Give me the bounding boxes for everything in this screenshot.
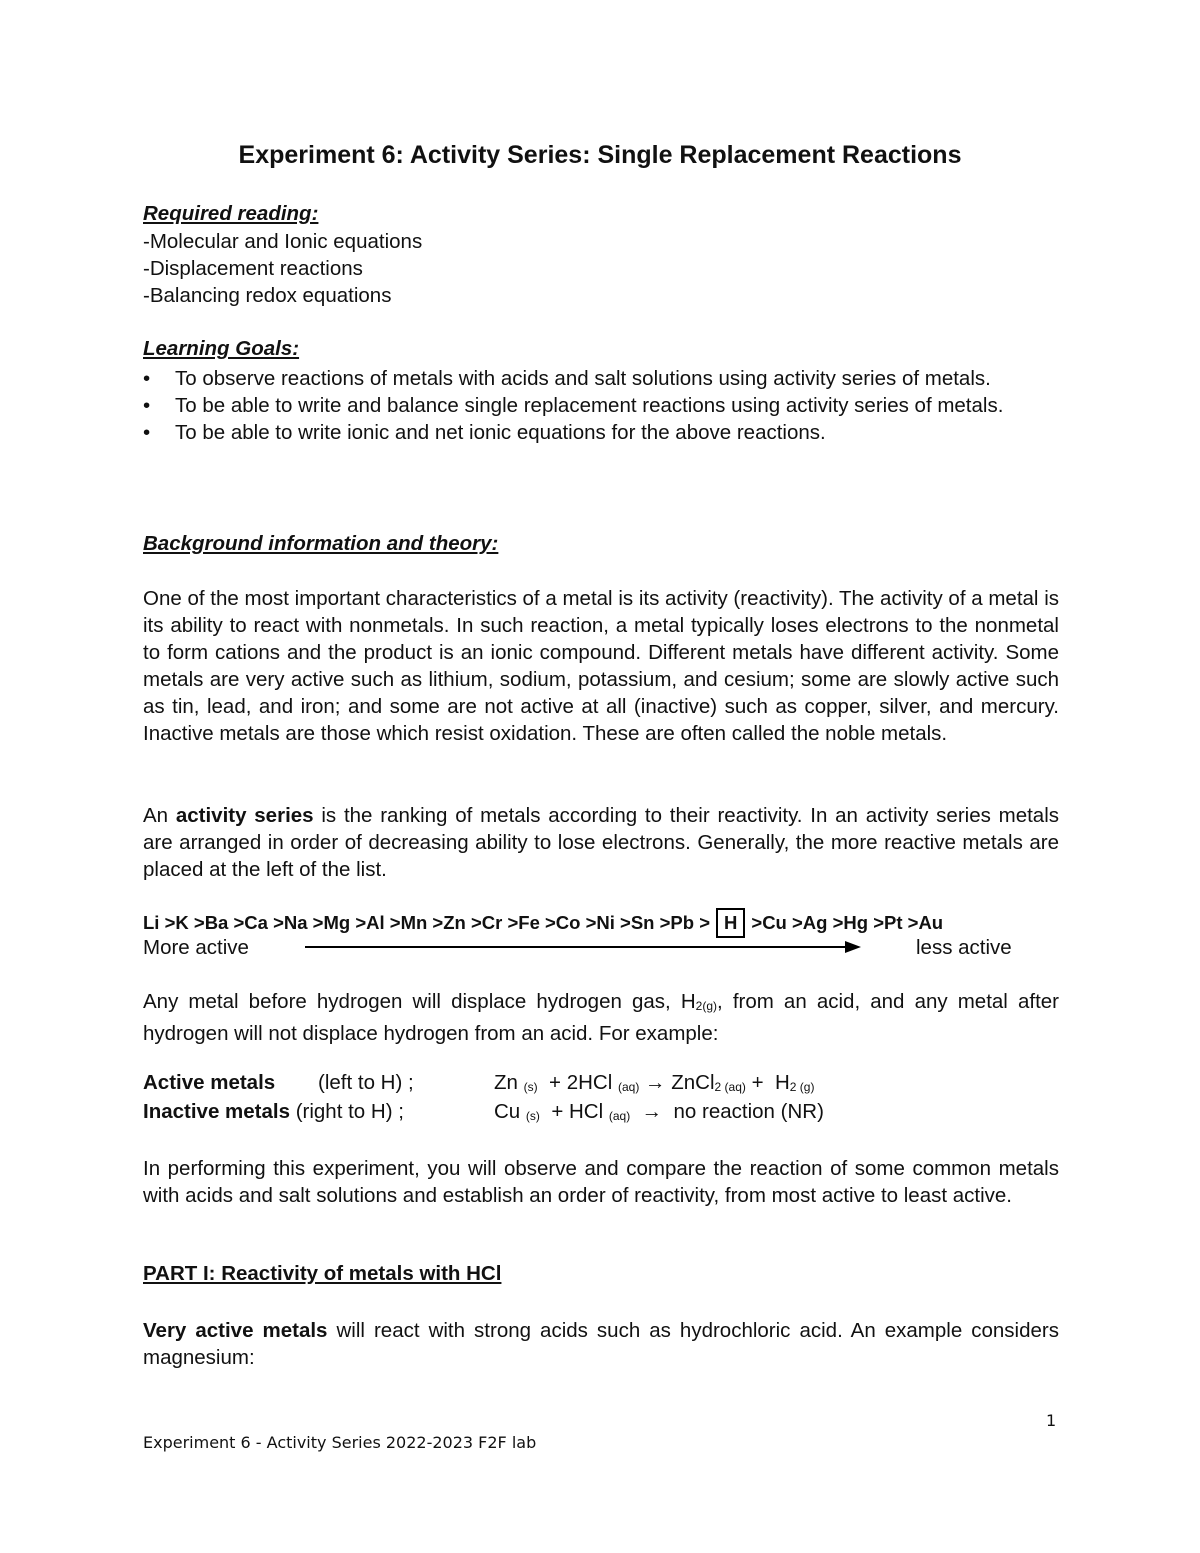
inactive-metals-label [143, 1100, 404, 1124]
equation-inactive [494, 1100, 824, 1124]
bold-term: Active metals [143, 1071, 276, 1094]
inactive-position: (right to H) ; [295, 1100, 404, 1123]
eq-term: + HCl [551, 1100, 604, 1123]
bold-term: Very active metals [143, 1319, 328, 1342]
learning-goals-heading: Learning Goals: [143, 337, 300, 360]
page-number: 1 [1046, 1411, 1057, 1430]
eq-term: + [751, 1071, 764, 1094]
bullet-icon: • [143, 394, 151, 417]
part1-heading: PART I: Reactivity of metals with HCl [143, 1262, 502, 1285]
activity-series [143, 908, 943, 938]
part1-paragraph [143, 1317, 1059, 1371]
eq-term: Cu [494, 1100, 521, 1123]
list-item: -Balancing redox equations [143, 284, 392, 307]
series-right: >Cu >Ag >Hg >Pt >Au [751, 912, 944, 933]
active-metals-label [143, 1071, 275, 1095]
subscript: 2(g) [695, 999, 718, 1013]
required-reading-heading: Required reading: [143, 202, 319, 225]
bullet-icon: • [143, 421, 151, 444]
active-position: (left to H) ; [318, 1071, 414, 1094]
subscript: (aq) [617, 1080, 640, 1094]
text-span: Any metal before hydrogen will displace hydrogen gas, H [143, 990, 696, 1013]
perform-paragraph: In performing this experiment, you will observe and compare the reaction of some common metals with acids and salt solutions and establish an order of reactivity, from most active to least active. [143, 1157, 1059, 1207]
text-span: will react with strong acids such as hydrochloric acid. An example considers magnesium: [143, 1319, 1059, 1369]
arrow-right-icon [845, 941, 861, 953]
arrow-icon: → [645, 1071, 666, 1094]
eq-term: Zn [494, 1071, 518, 1094]
equation-active [494, 1071, 814, 1095]
text-span: is the ranking of metals according to their reactivity. In an activity series metals are arranged in order of decreasing ability to lose electrons. Generally, the more reactive metals are placed at the left of the list. [143, 804, 1060, 881]
page-footer: Experiment 6 - Activity Series 2022-2023 F2F lab [143, 1433, 537, 1452]
list-item [143, 365, 1059, 392]
less-active-label: less active [916, 936, 1012, 959]
activity-series-paragraph [143, 802, 1059, 883]
subscript: (s) [525, 1109, 540, 1123]
eq-term: no reaction (NR) [673, 1100, 824, 1123]
learning-goals-list [143, 365, 1059, 446]
list-item: -Displacement reactions [143, 257, 363, 280]
list-item [143, 392, 1059, 419]
eq-term: + 2HCl [549, 1071, 613, 1094]
hydrogen-box: H [716, 908, 745, 938]
bold-term: Inactive metals [143, 1100, 290, 1123]
subscript: (s) [523, 1080, 538, 1094]
background-paragraph: One of the most important characteristics of a metal is its activity (reactivity). The activity of a metal is its ability to react with nonmetals. In such reaction, a metal typically loses electrons to the nonmetal to form cations and the product is an ionic compound. Different metals have different activity. Some metals are very active such as lithium, sodium, potassium, and cesium; some are slowly active such as tin, lead, and iron; and some are not active at all (inactive) such as copper, silver, and mercury. Inactive metals are those which resist oxidation. These are often called the noble metals. [143, 587, 1059, 745]
list-item [143, 419, 1059, 446]
arrow-line [305, 946, 847, 948]
subscript: 2 (aq) [714, 1080, 746, 1094]
text-span: , from an acid, and any metal after hydrogen will not displace hydrogen from an acid. For example: [143, 990, 1059, 1045]
series-left: Li >K >Ba >Ca >Na >Mg >Al >Mn >Zn >Cr >Fe >Co >Ni >Sn >Pb > [143, 912, 711, 933]
goal-text: To observe reactions of metals with acids and salt solutions using activity series of metals. [175, 367, 991, 390]
subscript: (aq) [608, 1109, 631, 1123]
goal-text: To be able to write ionic and net ionic equations for the above reactions. [175, 421, 826, 444]
background-heading: Background information and theory: [143, 532, 499, 555]
bullet-icon: • [143, 367, 151, 390]
bold-term: activity series [175, 804, 314, 827]
more-active-label: More active [143, 936, 249, 959]
list-item: -Molecular and Ionic equations [143, 230, 423, 253]
eq-term: H [774, 1071, 790, 1094]
arrow-icon: → [641, 1100, 663, 1123]
page-title: Experiment 6: Activity Series: Single Replacement Reactions [238, 141, 962, 169]
goal-text: To be able to write and balance single replacement reactions using activity series of metals. [175, 394, 1004, 417]
text-span: An [143, 804, 176, 827]
required-reading-list [143, 228, 422, 309]
hydrogen-note [143, 988, 1059, 1047]
eq-term: ZnCl [671, 1071, 715, 1094]
subscript: 2 (g) [789, 1080, 815, 1094]
